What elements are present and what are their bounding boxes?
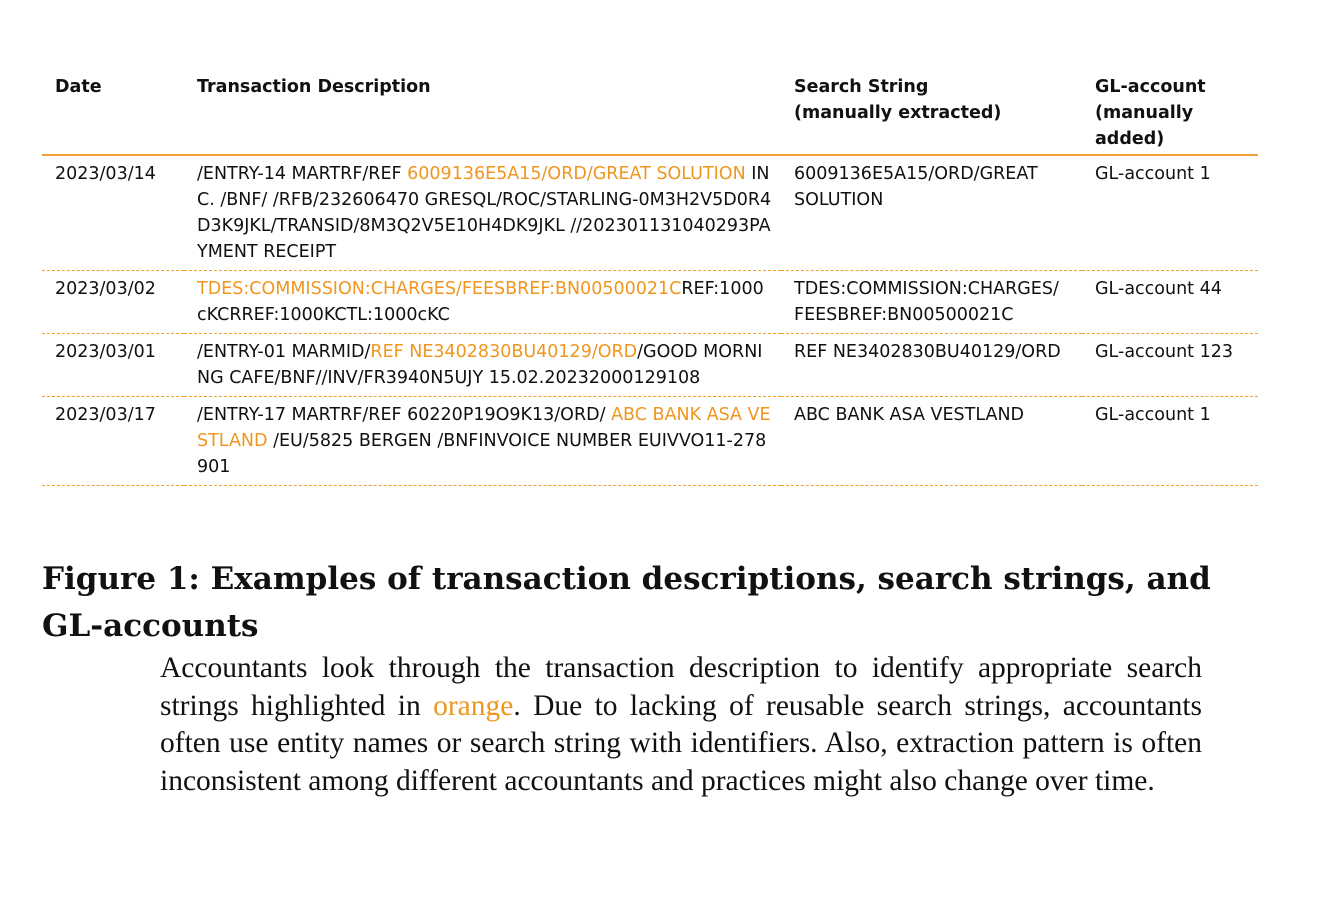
desc-text: /ENTRY-17 MARTRF/REF 60220P19O9K13/ORD/ bbox=[197, 405, 612, 425]
cell-search-string: REF NE3402830BU40129/ORD bbox=[781, 334, 1082, 397]
caption-text: . Due to lacking of reusable search strings, accountants often use entity names or search string with identifiers. Also, extraction pattern is often inconsistent among different accountants and practices might also change over time. bbox=[160, 689, 1202, 797]
header-gl-line2: (manually added) bbox=[1095, 103, 1194, 149]
table-header-row bbox=[42, 72, 1258, 155]
cell-gl-account: GL-account 1 bbox=[1082, 397, 1258, 486]
figure-caption-title: Figure 1: Examples of transaction descriptions, search strings, and GL-accounts bbox=[42, 561, 1211, 644]
cell-description bbox=[184, 397, 781, 486]
transaction-table bbox=[42, 72, 1258, 486]
header-date: Date bbox=[42, 72, 184, 155]
figure-caption-body bbox=[160, 650, 1202, 800]
cell-date: 2023/03/17 bbox=[42, 397, 184, 486]
caption-highlight-word: orange bbox=[433, 689, 514, 722]
desc-highlight: ABC BANK ASA VESTLAND bbox=[197, 405, 771, 451]
cell-search-string: 6009136E5A15/ORD/GREAT SOLUTION bbox=[781, 155, 1082, 271]
table-row bbox=[42, 271, 1258, 334]
cell-description bbox=[184, 334, 781, 397]
desc-text: /ENTRY-14 MARTRF/REF bbox=[197, 164, 408, 184]
desc-text: REF:1000 cKCRREF:1000KCTL:1000cKC bbox=[197, 279, 764, 325]
table-row bbox=[42, 155, 1258, 271]
cell-search-string: ABC BANK ASA VESTLAND bbox=[781, 397, 1082, 486]
header-search-line2: (manually extracted) bbox=[794, 103, 1002, 123]
desc-highlight: TDES:COMMISSION:CHARGES/FEESBREF:BN00500021C bbox=[197, 279, 682, 299]
cell-description bbox=[184, 271, 781, 334]
caption-text: Accountants look through the transaction description to identify appropriate search strings highlighted in bbox=[160, 652, 1202, 722]
desc-text: /ENTRY-01 MARMID/ bbox=[197, 342, 371, 362]
header-gl-line1: GL-account bbox=[1095, 77, 1206, 97]
desc-text: /GOOD MORNING CAFE/BNF//INV/FR3940N5UJY 15.02.20232000129108 bbox=[197, 342, 763, 388]
cell-gl-account: GL-account 44 bbox=[1082, 271, 1258, 334]
cell-gl-account: GL-account 123 bbox=[1082, 334, 1258, 397]
header-search-string bbox=[781, 72, 1082, 155]
cell-date: 2023/03/01 bbox=[42, 334, 184, 397]
header-description: Transaction Description bbox=[184, 72, 781, 155]
cell-date: 2023/03/02 bbox=[42, 271, 184, 334]
desc-highlight: REF NE3402830BU40129/ORD bbox=[370, 342, 638, 362]
cell-description bbox=[184, 155, 781, 271]
table-row bbox=[42, 397, 1258, 486]
cell-date: 2023/03/14 bbox=[42, 155, 184, 271]
desc-text: INC. /BNF/ /RFB/232606470 GRESQL/ROC/STARLING-0M3H2V5D0R4D3K9JKL/TRANSID/8M3Q2V5E10H4DK9JKL //202301131040293PAYMENT RECEIPT bbox=[197, 164, 772, 262]
desc-highlight: 6009136E5A15/ORD/GREAT SOLUTION bbox=[407, 164, 746, 184]
header-search-line1: Search String bbox=[794, 77, 929, 97]
table-row bbox=[42, 334, 1258, 397]
header-gl-account bbox=[1082, 72, 1258, 155]
cell-search-string: TDES:COMMISSION:CHARGES/ FEESBREF:BN00500021C bbox=[781, 271, 1082, 334]
desc-text: /EU/5825 BERGEN /BNFINVOICE NUMBER EUIVVO11-278901 bbox=[197, 431, 767, 477]
cell-gl-account: GL-account 1 bbox=[1082, 155, 1258, 271]
